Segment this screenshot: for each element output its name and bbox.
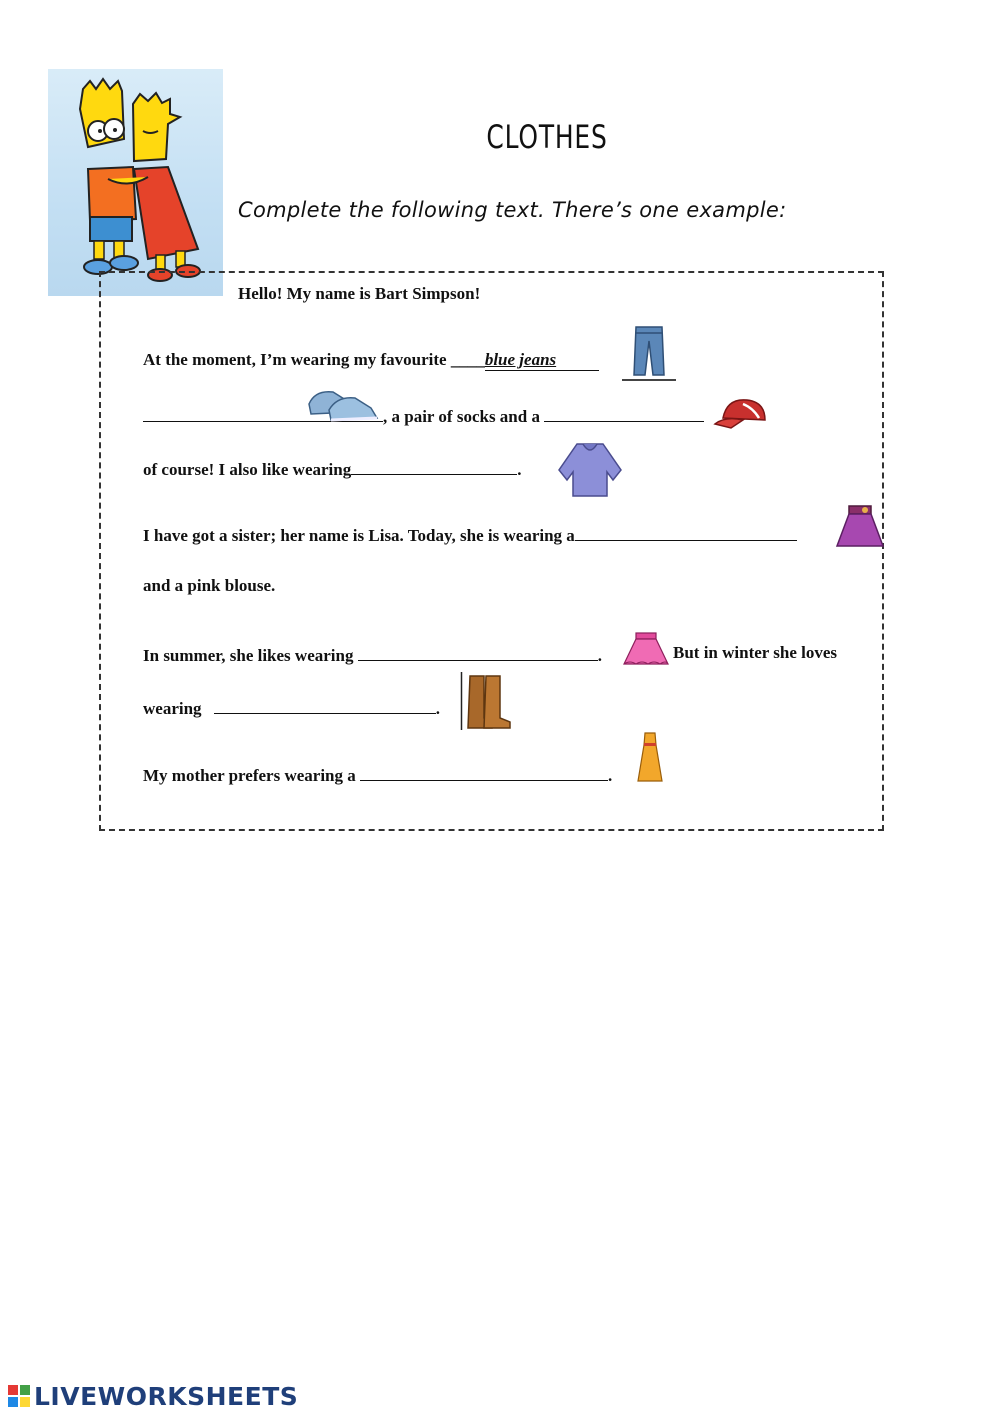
cap-icon	[713, 394, 769, 439]
line-8-period: .	[435, 699, 441, 718]
dress-icon	[636, 731, 664, 788]
line-5	[143, 523, 797, 546]
blank-boots[interactable]	[214, 696, 436, 714]
boots-icon	[460, 672, 514, 737]
skirt-icon	[835, 502, 885, 555]
instruction-text: Complete the following text. There’s one example:	[238, 198, 787, 222]
line-4	[143, 457, 521, 480]
blank-skirt[interactable]	[575, 523, 797, 541]
line-4-period: .	[517, 460, 522, 479]
example-answer: blue jeans	[485, 350, 599, 371]
footer-brand[interactable]: LIVEWORKSHEETS	[34, 1382, 299, 1411]
line-4-text: of course! I also like wearing	[143, 460, 352, 479]
line-7-period: .	[597, 646, 602, 665]
line-9-text: My mother prefers wearing a	[143, 766, 356, 785]
sweatshirt-icon	[555, 440, 625, 505]
line-9-period: .	[608, 766, 613, 785]
line-8-text: wearing	[143, 699, 202, 718]
line-7	[143, 643, 602, 666]
line-2-text: At the moment, I’m wearing my favourite ____	[143, 350, 485, 369]
line-5-text: I have got a sister; her name is Lisa. Today, she is wearing a	[143, 526, 575, 545]
pink-skirt-icon	[622, 630, 670, 675]
sneakers-icon	[305, 382, 381, 431]
line-7-text: In summer, she likes wearing	[143, 646, 354, 665]
blank-sweatshirt[interactable]	[351, 457, 517, 475]
liveworksheets-logo-icon	[8, 1385, 30, 1407]
line-6: and a pink blouse.	[143, 576, 276, 595]
line-3	[143, 404, 704, 427]
line-3-text: , a pair of socks and a	[383, 407, 540, 426]
line-2	[143, 350, 599, 371]
line-7-tail: But in winter she loves	[673, 643, 838, 662]
blank-pink-skirt[interactable]	[358, 643, 598, 661]
line-8	[143, 696, 440, 719]
blank-cap[interactable]	[544, 404, 704, 422]
page-title: CLOTHES	[486, 118, 608, 156]
blank-dress[interactable]	[360, 763, 608, 781]
jeans-icon	[622, 325, 676, 388]
bart-lisa-picture	[48, 69, 223, 296]
line-9	[143, 763, 612, 786]
greeting-line: Hello! My name is Bart Simpson!	[238, 284, 481, 303]
